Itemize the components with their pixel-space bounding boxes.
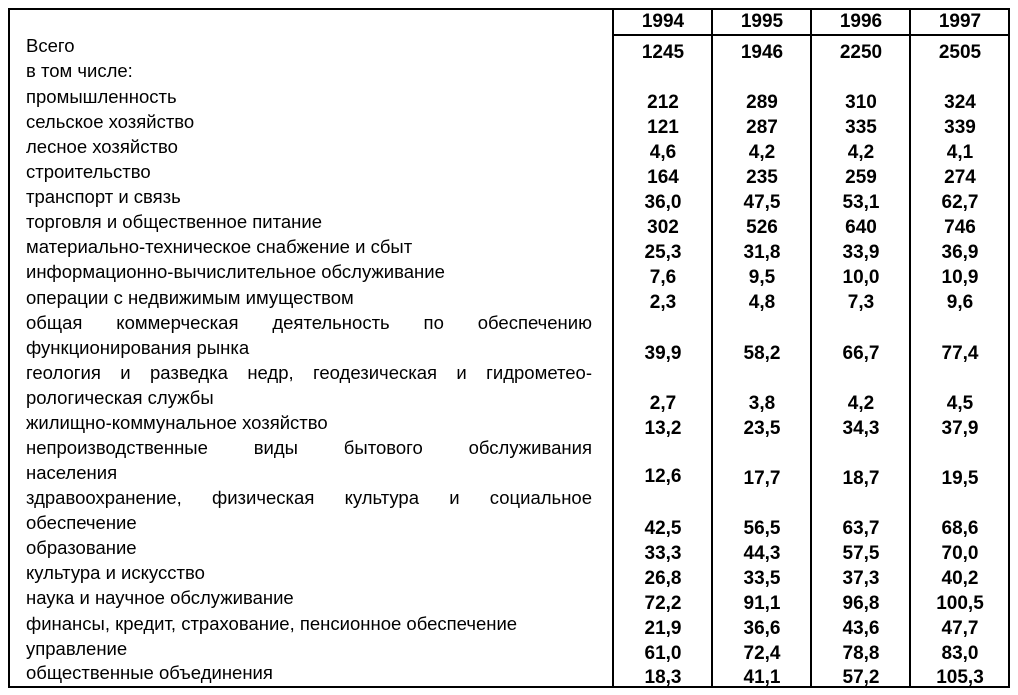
table-cell: 72,2 [644, 593, 682, 614]
table-cell: 7,6 [649, 267, 677, 288]
table-cell: 53,1 [842, 192, 880, 213]
table-cell: 39,9 [644, 343, 682, 364]
row-label-line: непроизводственные виды бытового обслуживания [26, 437, 592, 458]
column-divider [909, 8, 911, 688]
table-cell: 36,6 [743, 618, 781, 639]
table-cell: 4,8 [748, 292, 776, 313]
table-cell: 10,9 [941, 267, 979, 288]
table-cell: 25,3 [644, 242, 682, 263]
row-label: промышленность [26, 86, 177, 107]
table-cell: 324 [944, 92, 976, 113]
table-cell: 70,0 [941, 543, 979, 564]
row-label-line: функционирования рынка [26, 337, 250, 358]
table-cell: 289 [746, 92, 778, 113]
table-cell: 9,6 [946, 292, 974, 313]
table-cell: 640 [845, 217, 877, 238]
table-cell: 12,6 [644, 466, 682, 487]
year-header-1996: 1996 [839, 11, 883, 32]
table-cell: 2250 [839, 42, 883, 63]
table-cell: 77,4 [941, 343, 979, 364]
table-cell: 66,7 [842, 343, 880, 364]
row-label-line: обеспечение [26, 512, 137, 533]
table-cell: 274 [944, 167, 976, 188]
table-cell: 4,1 [946, 142, 974, 163]
table-cell: 63,7 [842, 518, 880, 539]
table-cell: 4,6 [649, 142, 677, 163]
table-cell: 339 [944, 117, 976, 138]
table-cell: 746 [944, 217, 976, 238]
table-cell: 72,4 [743, 643, 781, 664]
row-label-line: общая коммерческая деятельность по обеспечению [26, 312, 592, 333]
table-cell: 1245 [641, 42, 685, 63]
table-cell: 62,7 [941, 192, 979, 213]
table-cell: 4,2 [748, 142, 776, 163]
table-cell: 121 [647, 117, 679, 138]
year-header-1994: 1994 [641, 11, 685, 32]
row-label: культура и искусство [26, 562, 205, 583]
table-cell: 37,3 [842, 568, 880, 589]
table-cell: 57,2 [842, 667, 880, 688]
table-cell: 4,2 [847, 142, 875, 163]
table-cell: 33,9 [842, 242, 880, 263]
table-cell: 47,7 [941, 618, 979, 639]
column-divider [612, 8, 614, 688]
table-cell: 33,3 [644, 543, 682, 564]
table-cell: 96,8 [842, 593, 880, 614]
table-cell: 526 [746, 217, 778, 238]
table-cell: 40,2 [941, 568, 979, 589]
table-cell: 78,8 [842, 643, 880, 664]
row-label: управление [26, 638, 128, 659]
header-divider [612, 34, 1010, 36]
row-label-total: Всего [26, 35, 75, 56]
table-cell: 21,9 [644, 618, 682, 639]
table-cell: 43,6 [842, 618, 880, 639]
row-label: информационно-вычислительное обслуживание [26, 261, 445, 282]
table-cell: 18,7 [842, 468, 880, 489]
table-cell: 44,3 [743, 543, 781, 564]
table-cell: 41,1 [743, 667, 781, 688]
table-cell: 4,2 [847, 393, 875, 414]
table-cell: 33,5 [743, 568, 781, 589]
column-divider [810, 8, 812, 688]
row-label: лесное хозяйство [26, 136, 178, 157]
table-cell: 335 [845, 117, 877, 138]
column-divider [711, 8, 713, 688]
table-cell: 26,8 [644, 568, 682, 589]
table-cell: 259 [845, 167, 877, 188]
table-cell: 37,9 [941, 418, 979, 439]
table-cell: 105,3 [936, 667, 984, 688]
table-cell: 56,5 [743, 518, 781, 539]
table-cell: 100,5 [936, 593, 984, 614]
row-label: сельское хозяйство [26, 111, 195, 132]
table-cell: 58,2 [743, 343, 781, 364]
table-cell: 17,7 [743, 468, 781, 489]
table-cell: 18,3 [644, 667, 682, 688]
table-cell: 1946 [740, 42, 784, 63]
table-cell: 3,8 [748, 393, 776, 414]
table-cell: 287 [746, 117, 778, 138]
table-cell: 31,8 [743, 242, 781, 263]
table-cell: 57,5 [842, 543, 880, 564]
table-cell: 68,6 [941, 518, 979, 539]
row-label: наука и научное обслуживание [26, 587, 294, 608]
table-cell: 61,0 [644, 643, 682, 664]
table-cell: 19,5 [941, 468, 979, 489]
table-cell: 13,2 [644, 418, 682, 439]
table-cell: 235 [746, 167, 778, 188]
table-cell: 2,3 [649, 292, 677, 313]
row-label: финансы, кредит, страхование, пенсионное обеспечение [26, 613, 518, 634]
table-cell: 36,0 [644, 192, 682, 213]
table-cell: 4,5 [946, 393, 974, 414]
table-cell: 34,3 [842, 418, 880, 439]
row-label: общественные объединения [26, 662, 273, 683]
table-cell: 7,3 [847, 292, 875, 313]
row-label: строительство [26, 161, 151, 182]
table-cell: 2,7 [649, 393, 677, 414]
table-cell: 83,0 [941, 643, 979, 664]
row-label: операции с недвижимым имуществом [26, 287, 354, 308]
row-label: транспорт и связь [26, 186, 181, 207]
table-cell: 91,1 [743, 593, 781, 614]
table-cell: 302 [647, 217, 679, 238]
table-cell: 47,5 [743, 192, 781, 213]
table-cell: 310 [845, 92, 877, 113]
row-label-line: геология и разведка недр, геодезическая и гидрометео- [26, 362, 592, 383]
table-cell: 9,5 [748, 267, 776, 288]
table-cell: 42,5 [644, 518, 682, 539]
table-cell: 164 [647, 167, 679, 188]
year-header-1997: 1997 [938, 11, 982, 32]
table-cell: 23,5 [743, 418, 781, 439]
table-cell: 10,0 [842, 267, 880, 288]
row-label-line: здравоохранение, физическая культура и социальное [26, 487, 592, 508]
row-label: жилищно-коммунальное хозяйство [26, 412, 328, 433]
table-cell: 36,9 [941, 242, 979, 263]
row-label: материально-техническое снабжение и сбыт [26, 236, 413, 257]
table-cell: 212 [647, 92, 679, 113]
row-label: торговля и общественное питание [26, 211, 323, 232]
year-header-1995: 1995 [740, 11, 784, 32]
row-label-including: в том числе: [26, 60, 133, 81]
row-label-line: рологическая службы [26, 387, 214, 408]
row-label: образование [26, 537, 137, 558]
table-cell: 2505 [938, 42, 982, 63]
row-label-line: населения [26, 462, 118, 483]
